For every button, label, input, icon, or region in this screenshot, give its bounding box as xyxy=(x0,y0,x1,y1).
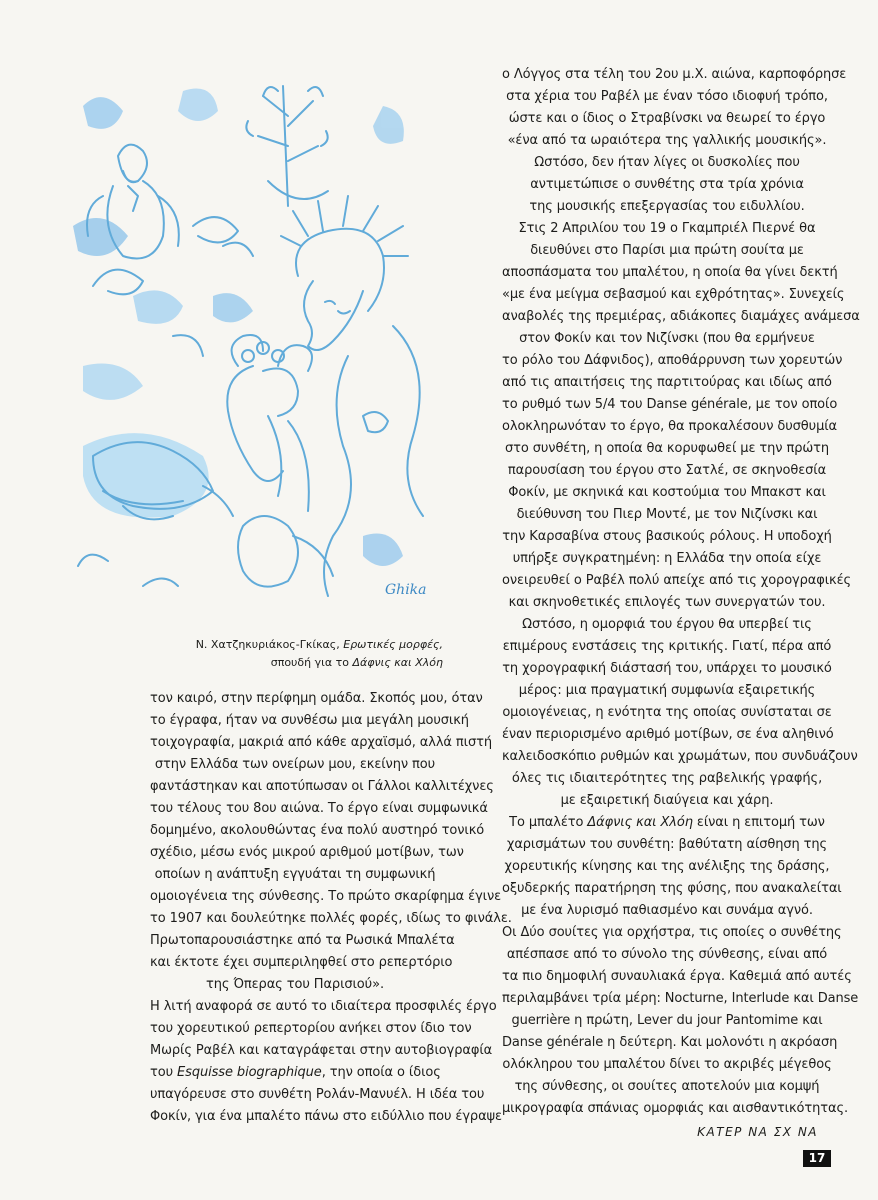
text-line: του χορευτικού ρεπερτορίου ανήκει στον ίδιο τον xyxy=(150,1021,472,1036)
text-line: το ρυθμό των 5/4 του Danse générale, με τον οποίο xyxy=(502,397,838,412)
text-line: με ένα λυρισμό παθιασμένο και συνάμα αγνό. xyxy=(521,903,813,918)
text-line: τα πιο δημοφιλή συναυλιακά έργα. Καθεμιά από αυτές xyxy=(502,969,852,984)
text-line: της μουσικής επεξεργασίας του ειδυλλίου. xyxy=(529,199,805,214)
text-line: Οι Δύο σουίτες για ορχήστρα, τις οποίες ο συνθέτης xyxy=(502,925,842,940)
text-line: ολόκληρου του μπαλέτου δίνει το ακριβές μέγεθος xyxy=(502,1057,832,1072)
text-line: διεύθυνση του Πιερ Μοντέ, με τον Νιζίνσκι και xyxy=(516,507,818,522)
text-line: Danse générale η δεύτερη. Και μολονότι η ακρόαση xyxy=(502,1035,838,1050)
caption-line-2: σπουδή για το Δάφνις και Χλόη xyxy=(270,656,443,669)
text-line: καλειδοσκόπιο ρυθμών και χρωμάτων, που συνδυάζουν xyxy=(502,749,858,764)
text-line: επιμέρους ενστάσεις της κριτικής. Γιατί, πέρα από xyxy=(502,639,832,654)
text-line: το ρόλο του Δάφνιδος), αποθάρρυνση των χορευτών xyxy=(502,353,843,368)
text-line: Φοκίν, με σκηνικά και κοστούμια του Μπακστ και xyxy=(508,485,826,500)
text-line: στον Φοκίν και τον Νιζίνσκι (που θα ερμήνευε xyxy=(519,331,815,346)
left-text-column xyxy=(150,688,512,1128)
author-signature: ΚΑΤΕΡ ΝΑ ΣΧ ΝΑ xyxy=(697,1125,818,1139)
text-line: ώστε και ο ίδιος ο Στραβίνσκι να θεωρεί το έργο xyxy=(508,111,826,126)
text-line: φαντάστηκαν και αποτύπωσαν οι Γάλλοι καλλιτέχνες xyxy=(150,779,494,794)
text-line: διευθύνει στο Παρίσι μια πρώτη σουίτα με xyxy=(530,243,804,258)
text-line: ομοιογένεια της σύνθεσης. Το πρώτο σκαρίφημα έγινε xyxy=(150,889,502,904)
page-number: 17 xyxy=(803,1150,831,1167)
text-line: τη χορογραφική διάστασή του, υπάρχει το μουσικό xyxy=(502,661,832,676)
text-line: «με ένα μείγμα σεβασμού και εχθρότητας». Συνεχείς xyxy=(502,287,845,302)
text-line: το 1907 και δουλεύτηκε πολλές φορές, ιδίως το φινάλε. xyxy=(150,911,512,926)
text-line: Ωστόσο, δεν ήταν λίγες οι δυσκολίες που xyxy=(534,155,800,170)
text-line: ομοιογένειας, η ενότητα της οποίας συνίσταται σε xyxy=(502,705,832,720)
text-line: και έκτοτε έχει συμπεριληφθεί στο ρεπερτόριο xyxy=(150,955,453,970)
text-line: τον καιρό, στην περίφημη ομάδα. Σκοπός μου, όταν xyxy=(150,691,483,706)
text-line: την Καρσαβίνα στους βασικούς ρόλους. Η υποδοχή xyxy=(502,529,832,544)
text-line: και σκηνοθετικές επιλογές των συνεργατών του. xyxy=(508,595,826,610)
text-line: με εξαιρετική διαύγεια και χάρη. xyxy=(560,793,774,808)
text-line: Ωστόσο, η ομορφιά του έργου θα υπερβεί τις xyxy=(522,617,812,632)
text-line: της Όπερας του Παρισιού». xyxy=(206,977,384,992)
text-line: απέσπασε από το σύνολο της σύνθεσης, είναι από xyxy=(506,947,828,962)
text-line: του τέλους του 8ου αιώνα. Το έργο είναι συμφωνικά xyxy=(150,801,488,816)
text-line: υπήρξε συγκρατημένη: η Ελλάδα την οποία είχε xyxy=(512,551,822,566)
illustration-signature: Ghika xyxy=(385,582,427,598)
text-line: ολοκληρωνόταν το έργο, θα προκαλέσουν δυσθυμία xyxy=(502,419,838,434)
text-line: χαρισμάτων του συνθέτη: βαθύτατη αίσθηση της xyxy=(506,837,828,852)
text-line: στα χέρια του Ραβέλ με έναν τόσο ιδιοφυή τρόπο, xyxy=(506,89,828,104)
text-line: αντιμετώπισε ο συνθέτης στα τρία χρόνια xyxy=(530,177,804,192)
text-line: παρουσίαση του έργου στο Σατλέ, σε σκηνοθεσία xyxy=(507,463,827,478)
text-line: Φοκίν, για ένα μπαλέτο πάνω στο ειδύλλιο που έγραψε xyxy=(150,1109,502,1124)
illustration-erotic-figures xyxy=(63,66,438,602)
text-line: της σύνθεσης, οι σουίτες αποτελούν μια κομψή xyxy=(514,1079,820,1094)
text-line: guerrière η πρώτη, Lever du jour Pantomime και xyxy=(511,1013,823,1028)
text-line: από τις απαιτήσεις της παρτιτούρας και ιδίως από xyxy=(502,375,832,390)
text-line: αποσπάσματα του μπαλέτου, η οποία θα γίνει δεκτή xyxy=(502,265,838,280)
text-line: ονειρευθεί ο Ραβέλ πολύ απείχε από τις χορογραφικές xyxy=(502,573,852,588)
right-text-column xyxy=(502,64,860,1120)
text-line: μικρογραφία σπάνιας ομορφιάς και αισθαντικότητας. xyxy=(502,1101,849,1116)
caption-line-1: Ν. Χατζηκυριάκος-Γκίκας, Ερωτικές μορφές, xyxy=(195,638,443,651)
text-line: Το μπαλέτο Δάφνις και Χλόη είναι η επιτομή των xyxy=(509,815,825,830)
text-line: υπαγόρευσε στο συνθέτη Ρολάν-Μανυέλ. Η ιδέα του xyxy=(150,1087,485,1102)
text-line: αναβολές της πρεμιέρας, αδιάκοπες διαμάχες ανάμεσα xyxy=(502,309,860,324)
text-line: στην Ελλάδα των ονείρων μου, εκείνην που xyxy=(154,757,436,772)
text-line: Η λιτή αναφορά σε αυτό το ιδιαίτερα προσφιλές έργο xyxy=(150,999,497,1014)
text-line: περιλαμβάνει τρία μέρη: Nocturne, Interlude και Danse xyxy=(502,991,859,1006)
text-line: σχέδιο, μέσω ενός μικρού αριθμού μοτίβων, των xyxy=(150,845,464,860)
text-line: δομημένο, ακολουθώντας ένα πολύ αυστηρό τονικό xyxy=(150,823,485,838)
text-line: το έγραφα, ήταν να συνθέσω μια μεγάλη μουσική xyxy=(150,713,469,728)
text-line: ο Λόγγος στα τέλη του 2ου μ.Χ. αιώνα, καρποφόρησε xyxy=(502,67,847,82)
figure-caption xyxy=(63,636,443,672)
text-line: του Esquisse biographique, την οποία ο ίδιος xyxy=(150,1065,441,1080)
text-line: στο συνθέτη, η οποία θα κορυφωθεί με την πρώτη xyxy=(504,441,830,456)
text-line: χορευτικής κίνησης και της ανέλιξης της δράσης, xyxy=(504,859,830,874)
text-line: όλες τις ιδιαιτερότητες της ραβελικής γραφής, xyxy=(511,771,823,786)
text-line: Μωρίς Ραβέλ και καταγράφεται στην αυτοβιογραφία xyxy=(150,1043,493,1058)
text-line: οξυδερκής παρατήρηση της φύσης, που ανακαλείται xyxy=(502,881,842,896)
text-line: «ένα από τα ωραιότερα της γαλλικής μουσικής». xyxy=(507,133,827,148)
text-line: τοιχογραφία, μακριά από κάθε αρχαϊσμό, αλλά πιστή xyxy=(150,735,492,750)
text-line: Πρωτοπαρουσιάστηκε από τα Ρωσικά Μπαλέτα xyxy=(150,933,455,948)
text-line: μέρος: μια πραγματική συμφωνία εξαιρετικής xyxy=(518,683,816,698)
text-line: έναν περιορισμένο αριθμό μοτίβων, σε ένα αληθινό xyxy=(502,727,834,742)
text-line: Στις 2 Απριλίου του 19 ο Γκαμπριέλ Πιερνέ θα xyxy=(518,221,816,236)
text-line: οποίων η ανάπτυξη εγγυάται τη συμφωνική xyxy=(154,867,436,882)
